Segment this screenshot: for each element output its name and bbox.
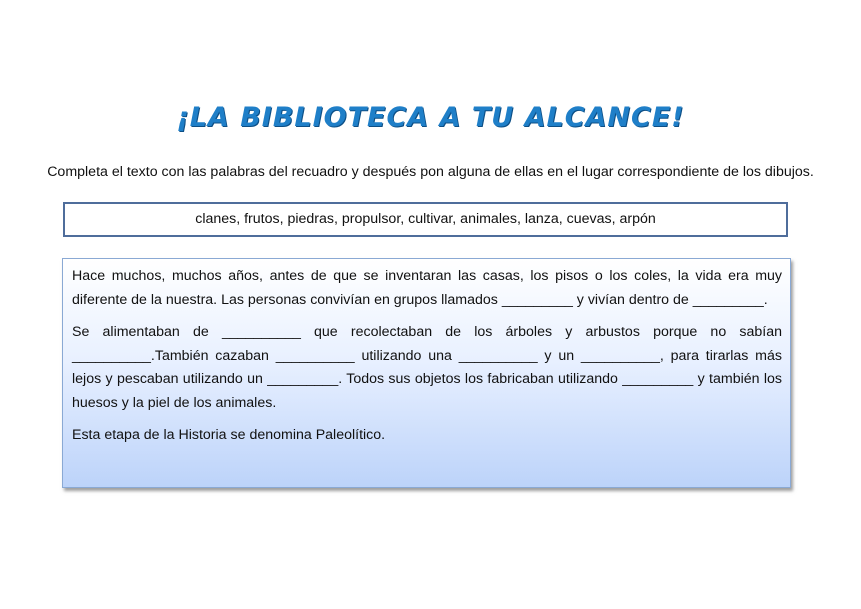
instructions-text: Completa el texto con las palabras del recuadro y después pon alguna de ellas en el lugar correspondiente de los dibujos. <box>47 164 814 181</box>
passage-paragraph-3: Esta etapa de la Historia se denomina Paleolítico. <box>72 427 386 443</box>
passage-paragraph-2: Se alimentaban de __________ que recolectaban de los árboles y arbustos porque no sabían __________.También cazaban __________ utilizando una __________ y un __________, para tirarlas más lejos y pescaban utilizando un _________. Todos sus objetos los fabricaban utilizando _________ y también los huesos y la piel de los animales. <box>72 324 782 411</box>
word-bank-box <box>63 202 788 237</box>
passage-paragraph-1: Hace muchos, muchos años, antes de que se inventaran las casas, los pisos o los coles, la vida era muy diferente de la nuestra. Las personas convivían en grupos llamados _________ y vivían dentro de _________. <box>72 268 782 308</box>
word-bank-text: clanes, frutos, piedras, propulsor, cultivar, animales, lanza, cuevas, arpón <box>195 211 656 227</box>
passage-box <box>62 258 791 488</box>
page-title: ¡LA BIBLIOTECA A TU ALCANCE! <box>176 102 685 134</box>
